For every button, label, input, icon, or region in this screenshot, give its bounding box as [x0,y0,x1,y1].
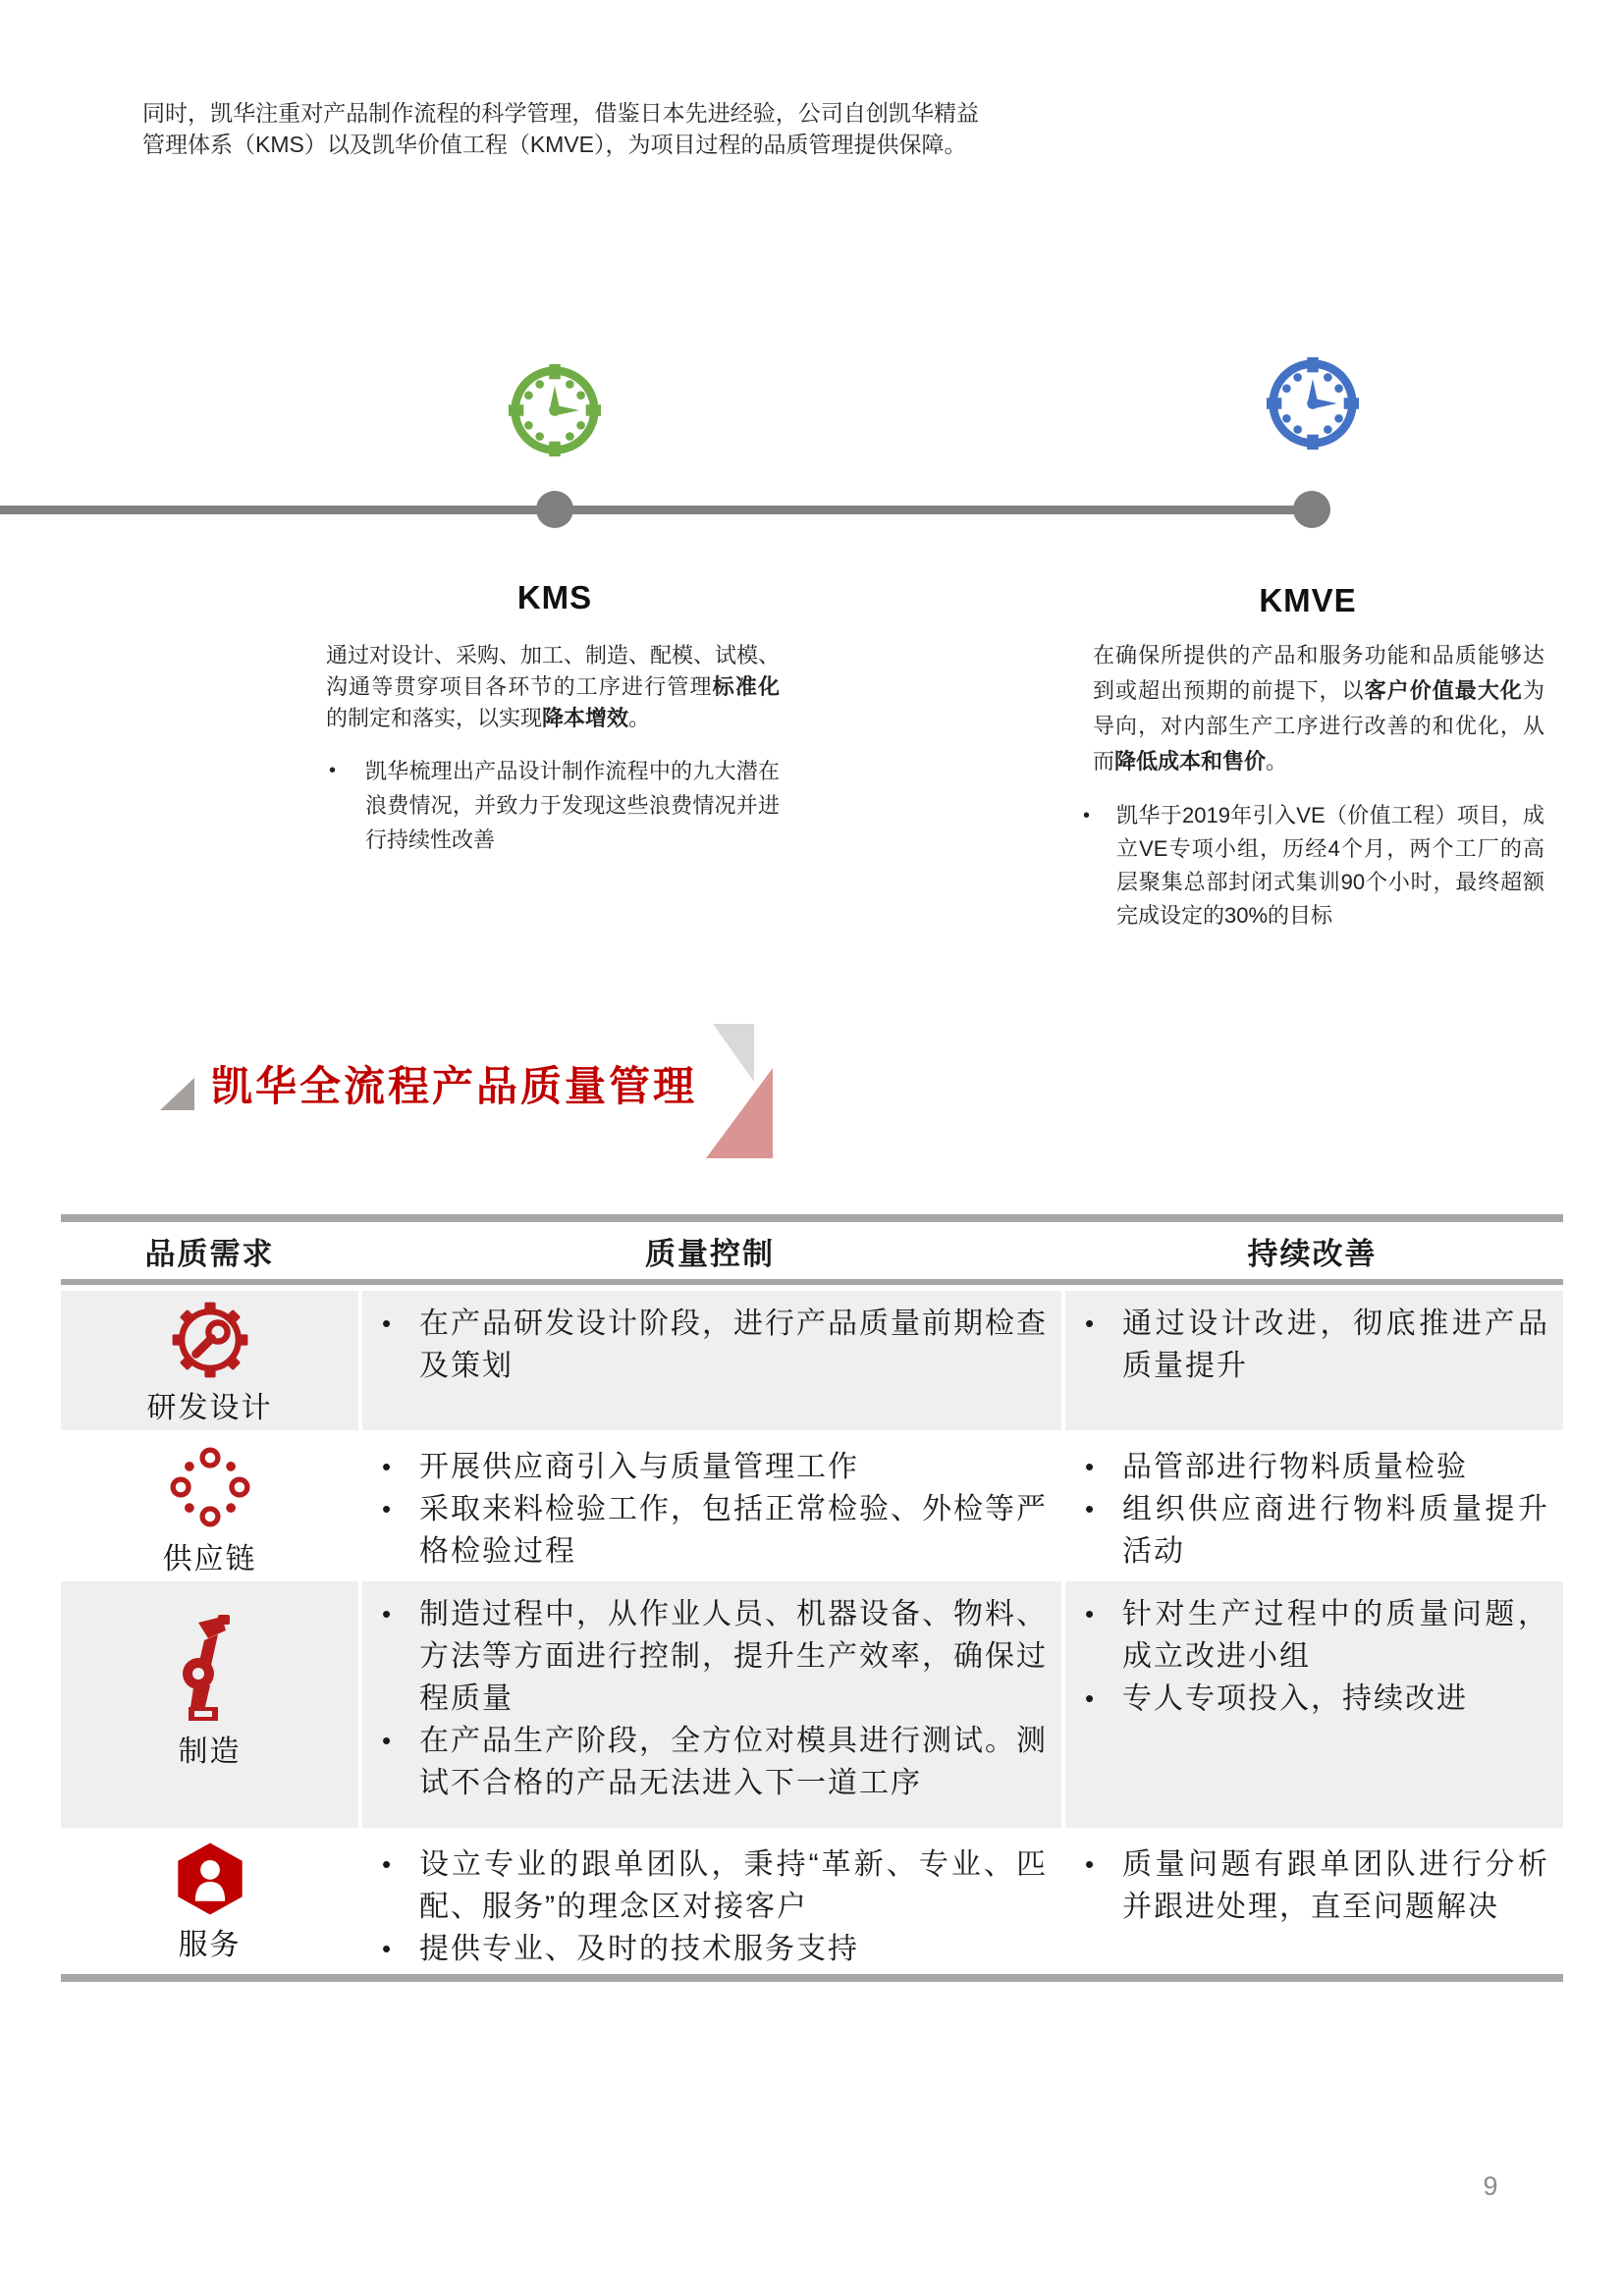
ci-bullet: • 组织供应商进行物料质量提升活动 [1065,1488,1563,1573]
clock-icon-blue [1266,356,1360,451]
row-stage-cell [61,1581,358,1828]
table-row [61,1581,1563,1828]
kms-bullet: • 凯华梳理出产品设计制作流程中的九大潜在浪费情况，并致力于发现这些浪费情况并进行持续性改善 [304,754,780,857]
timeline-dot-kms [536,491,573,528]
kmve-paragraph: 在确保所提供的产品和服务功能和品质能够达到或超出预期的前提下，以客户价值最大化为导向，对内部生产工序进行改善的和优化，从而降低成本和售价。 [1093,643,1544,774]
title-right-gray-triangle [713,1024,754,1082]
title-right-red-triangle [706,1068,773,1158]
section-title: 凯华全流程产品质量管理 [211,1063,698,1109]
table-header-row [61,1222,1563,1279]
intro-paragraph: 同时，凯华注重对产品制作流程的科学管理，借鉴日本先进经验，公司自创凯华精益管理体系（KMS）以及凯华价值工程（KMVE），为项目过程的品质管理提供保障。 [142,100,979,157]
table-bottom-border [61,1974,1563,1982]
row-stage-label: 供应链 [162,1543,257,1575]
kmve-text-block [1065,638,1544,933]
header-quality-demand: 品质需求 [144,1236,275,1271]
qc-bullet: • 提供专业、及时的技术服务支持 [362,1928,1061,1970]
ci-bullet: • 通过设计改进，彻底推进产品质量提升 [1065,1303,1563,1387]
kms-paragraph: 通过对设计、采购、加工、制造、配模、试模、沟通等贯穿项目各环节的工序进行管理标准化的制定和落实，以实现降本增效。 [326,643,781,730]
kms-text-block [304,640,780,857]
ci-bullet: • 针对生产过程中的质量问题，成立改进小组 [1065,1593,1563,1678]
quality-control-cell [362,1832,1061,1970]
row-stage-cell [61,1832,358,1970]
kmve-bullet-list [1065,799,1544,933]
qc-bullet: • 开展供应商引入与质量管理工作 [362,1446,1061,1488]
header-continuous-improvement: 持续改善 [1247,1236,1378,1271]
table-top-border [61,1214,1563,1222]
row-stage-label: 研发设计 [146,1392,273,1424]
clock-icon-green [508,363,602,457]
quality-control-cell [362,1291,1061,1430]
qc-bullet: • 设立专业的跟单团队，秉持“革新、专业、匹配、服务”的理念区对接客户 [362,1843,1061,1928]
ci-bullet: • 专人专项投入，持续改进 [1065,1678,1563,1720]
gear-wrench-icon [170,1301,250,1379]
qc-bullet: • 采取来料检验工作，包括正常检验、外检等严格检验过程 [362,1488,1061,1573]
kmve-bullet: • 凯华于2019年引入VE（价值工程）项目，成立VE专项小组，历经4个月，两个工厂的高层聚集总部封闭式集训90个小时，最终超额完成设定的30%的目标 [1065,799,1544,933]
row-stage-label: 制造 [178,1735,242,1768]
robot-arm-icon [161,1613,259,1723]
qc-bullet: • 在产品生产阶段，全方位对模具进行测试。测试不合格的产品无法进入下一道工序 [362,1720,1061,1804]
table-row [61,1291,1563,1430]
timeline-dot-kmve [1293,491,1330,528]
kmve-heading: KMVE [1259,582,1357,618]
table-row [61,1832,1563,1970]
timeline-line [0,506,1317,514]
row-stage-label: 服务 [178,1929,242,1961]
service-person-icon [172,1842,248,1916]
qc-bullet: • 在产品研发设计阶段，进行产品质量前期检查及策划 [362,1303,1061,1387]
continuous-improvement-cell [1065,1581,1563,1828]
header-quality-control: 质量控制 [645,1236,775,1271]
table-row [61,1434,1563,1577]
ci-bullet: • 质量问题有跟单团队进行分析并跟进处理，直至问题解决 [1065,1843,1563,1928]
kms-bullet-list [304,754,780,857]
quality-control-cell [362,1434,1061,1577]
chain-ring-icon [167,1444,253,1530]
page-number: 9 [1483,2171,1498,2201]
row-stage-cell [61,1434,358,1577]
title-left-triangle [160,1078,194,1110]
table-header-underline [61,1279,1563,1285]
quality-control-cell [362,1581,1061,1828]
continuous-improvement-cell [1065,1291,1563,1430]
row-stage-cell [61,1291,358,1430]
kms-heading: KMS [516,579,593,615]
continuous-improvement-cell [1065,1434,1563,1577]
qc-bullet: • 制造过程中，从作业人员、机器设备、物料、方法等方面进行控制，提升生产效率，确保过程质量 [362,1593,1061,1720]
continuous-improvement-cell [1065,1832,1563,1970]
quality-table [61,1214,1563,1982]
ci-bullet: • 品管部进行物料质量检验 [1065,1446,1563,1488]
